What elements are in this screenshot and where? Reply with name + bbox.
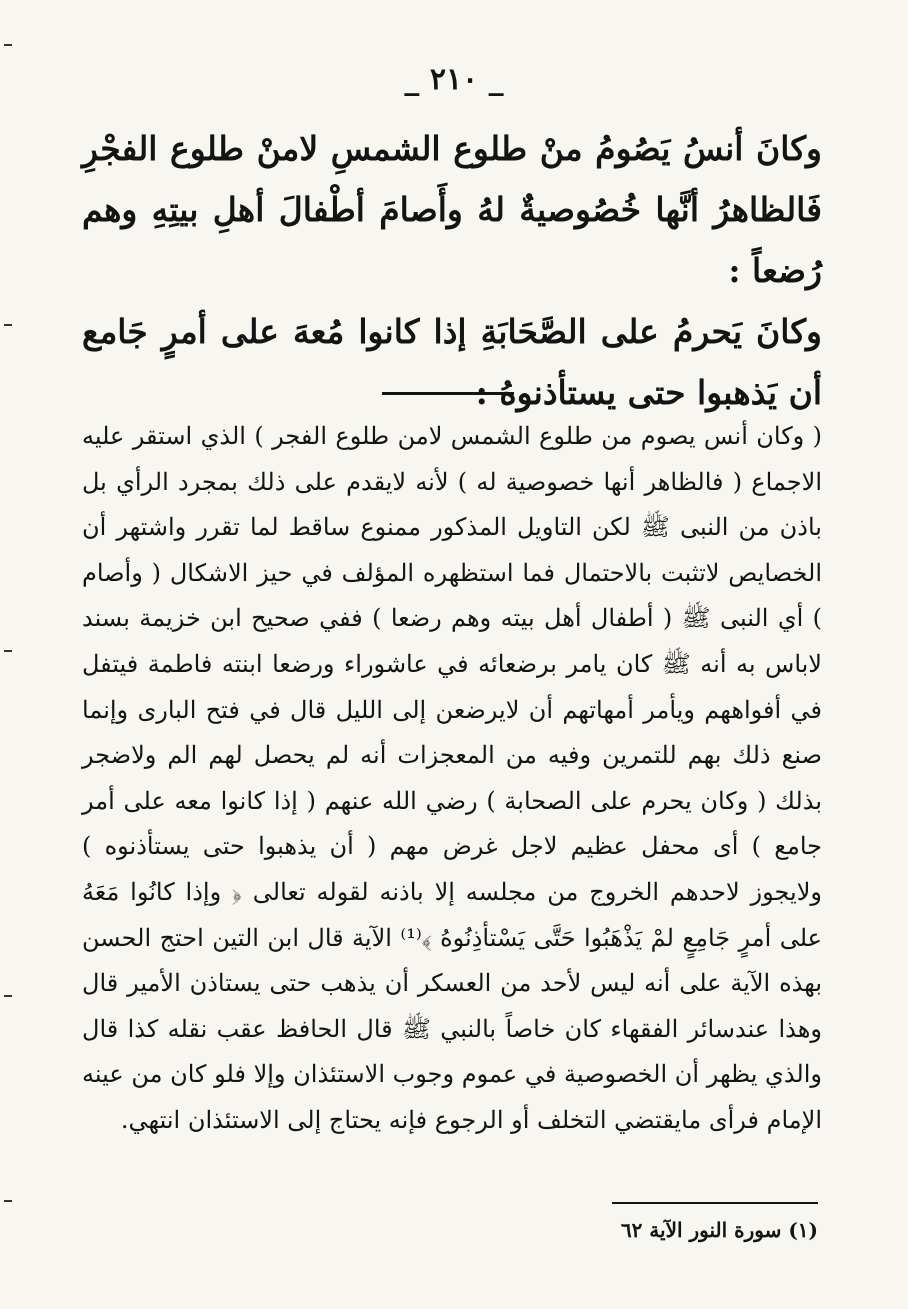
scan-margin-mark (4, 1200, 12, 1202)
section-divider (382, 392, 514, 395)
scan-margin-mark (4, 995, 12, 997)
main-paragraph: وكانَ يَحرمُ على الصَّحَابَةِ إذا كانوا مُعهَ على أمرٍ جَامع أن يَذهبوا حتى يستأذنوهُ : (82, 312, 822, 412)
footnote: (١) سورة النور الآية ٦٢ (620, 1218, 818, 1242)
commentary-text (82, 414, 822, 1144)
scan-margin-mark (4, 324, 12, 326)
commentary-paragraph: ( وكان أنس يصوم من طلوع الشمس لامن طلوع الفجر ) الذي استقر عليه الاجماع ( فالظاهر أنها خصوصية له ) لأنه لايقدم على ذلك بمجرد الرأي بل باذن من النبى ﷺ لكن التاويل المذكور ممنوع ساقط لما تقرر واشتهر أن الخصايص لاتثبت بالاحتمال فما استظهره المؤلف في حيز الاشكال ( وأصام ) أي النبى ﷺ ( أطفال أهل بيته وهم رضعا ) ففي صحيح ابن خزيمة بسند لاباس به أنه ﷺ كان يامر برضعائه في عاشوراء ورضعا ابنته فاطمة فيتفل في أفواههم ويأمر أمهاتهم أن لايرضعن إلى الليل قال في فتح البارى وإنما صنع ذلك بهم للتمرين وفيه من المعجزات أنه لم يحصل لهم الم ولاضجر بذلك ( وكان يحرم على الصحابة ) رضي الله عنهم ( إذا كانوا معه على أمر جامع ) أى محفل عظيم لاجل غرض مهم ( أن يذهبوا حتى يستأذنوه ) ولايجوز لاحدهم الخروج من مجلسه إلا باذنه لقوله تعالى ﴿ وإذا كانُوا مَعَهُ على أمرٍ جَامِعٍ لمْ يَذْهَبُوا حَتَّى يَسْتأذِنُوهُ ﴾⁽¹⁾ الآية قال ابن التين احتج الحسن بهذه الآية على أنه ليس لأحد من العسكر أن يذهب حتى يستاذن الأمير قال وهذا عندسائر الفقهاء كان خاصاً بالنبي ﷺ قال الحافظ عقب نقله كذا قال والذي يظهر أن الخصوصية في عموم وجوب الاستئذان وإلا فلو كان من عينه الإمام فرأى مايقتضي التخلف أو الرجوع فإنه يحتاج إلى الاستئذان انتهي. (82, 422, 822, 1134)
main-text (82, 118, 822, 423)
footnote-divider (612, 1202, 818, 1204)
scan-margin-mark (4, 44, 12, 46)
main-paragraph: وكانَ أنسُ يَصُومُ منْ طلوع الشمسِ لامنْ طلوع الفجْرِ فَالظاهرُ أنَّها خُصُوصيةٌ لهُ وأَصامَ أطْفالَ أهلِ بيتِهِ وهم رُضعاً : (82, 129, 822, 290)
page-number: _ ٢١٠ _ (404, 62, 504, 97)
scan-margin-mark (4, 650, 12, 652)
